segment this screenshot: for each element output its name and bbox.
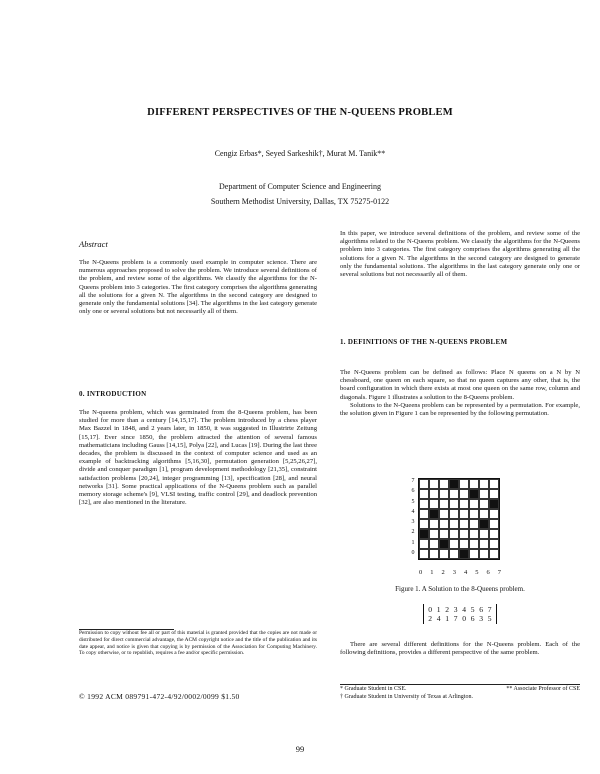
board-square [429,539,439,549]
board-square [459,529,469,539]
definitions-intro-text: There are several different definitions for the N-Queens problem. Each of the following definitions, provides a different perspective of the same problem. [340,641,580,657]
board-square [449,529,459,539]
board-square [469,479,479,489]
board-square [469,529,479,539]
board-square [489,549,499,559]
row-label: 2 [411,529,415,536]
board-square [469,549,479,559]
permutation-bottom-row [428,614,492,623]
perm-value: 0 [428,605,433,614]
row-label: 1 [411,539,415,546]
perm-value: 7 [453,614,458,623]
board-square [469,519,479,529]
column-labels [419,569,501,576]
perm-value: 2 [445,605,450,614]
section-introduction-heading: 0. INTRODUCTION [79,390,147,398]
board-square [469,499,479,509]
permutation-matrix [335,604,585,624]
queen-square [439,539,449,549]
col-label: 5 [475,569,479,576]
row-label: 3 [411,519,415,525]
board-square [439,499,449,509]
permutation-brackets [423,604,497,624]
board-square [439,529,449,539]
row-label: 4 [411,508,415,515]
queen-square [479,519,489,529]
board-square [439,509,449,519]
board-square [419,499,429,509]
abstract-heading: Abstract [79,239,108,249]
col-label: 6 [486,569,490,576]
board-square [469,539,479,549]
perm-value: 5 [470,605,475,614]
perm-value: 6 [479,605,484,614]
row-label: 0 [411,549,415,556]
col-label: 2 [441,569,445,576]
board-square [429,479,439,489]
board-square [489,519,499,529]
board-square [459,499,469,509]
board-square [489,479,499,489]
board-square [489,539,499,549]
perm-value: 6 [470,614,475,623]
board-square [489,529,499,539]
board-square [479,549,489,559]
row-label: 5 [411,498,415,505]
perm-value: 5 [487,614,492,623]
col-label: 7 [497,569,501,576]
perm-value: 1 [445,614,450,623]
affiliation-department: Department of Computer Science and Engineering [219,182,381,191]
board-square [429,529,439,539]
board-square [449,489,459,499]
board-square [449,539,459,549]
board-square [489,509,499,519]
board-square [459,489,469,499]
footnote-associate-professor: ** Associate Professor of CSE [506,686,580,692]
permutation-paragraph: Solutions to the N-Queens problem can be represented by a permutation. For example, the solution given in Figure 1 can be represented by the following permutation. [340,401,580,418]
figure-caption: Figure 1. A Solution to the 8-Queens problem. [395,585,525,593]
board-square [449,519,459,529]
board-square [489,489,499,499]
col-label: 1 [430,569,434,576]
footnote-graduate-cse: * Graduate Student in CSE. [340,686,407,692]
authors: Cengiz Erbas*, Seyed Sarkeshik†, Murat M. Tanik** [214,149,386,158]
board-square [419,509,429,519]
page-number: 99 [295,744,305,754]
definitions-body [340,369,580,418]
queen-square [489,499,499,509]
perm-value: 2 [428,614,433,623]
paper-title: DIFFERENT PERSPECTIVES OF THE N-QUEENS PROBLEM [147,107,453,118]
perm-value: 1 [436,605,441,614]
queen-square [449,479,459,489]
queen-square [429,509,439,519]
introduction-text: The N-queens problem, which was germinated from the 8-Queens problem, has been studied for more than a century [14,15,17]. The problem introduced by a chess player Max Bazzel in 1848, and 2 years later, in 1850, it was suggested in Illustrirte Zeitung [15,17]. Ever since 1850, the problem attracted the attention of several famous mathematicians including Gauss [14,15], Polya [22], and Lucas [19]. During the last three decades, the problem is discussed in the context of computer science and used as an example of backtracking algorithms [5,16,30], permutation generation [5,25,26,27], divide and conquer paradigm [1], program development methodology [21,35], constraint satisfaction problems [20,24], integer programming [13], specification [28], and neural networks [31]. Some practical applications of the N-Queens problem such as parallel memory storage scheme's [9], VLSI testing, traffic control [29], and deadlock prevention [32], are also mentioned in the literature. [79,409,317,507]
perm-value: 4 [436,614,441,623]
board-square [479,509,489,519]
section-definitions-heading: 1. DEFINITIONS OF THE N-QUEENS PROBLEM [340,338,508,346]
board-square [449,499,459,509]
row-label: 6 [411,488,415,495]
perm-value: 7 [487,605,492,614]
copyright-code: © 1992 ACM 089791-472-4/92/0002/0099 $1.50 [79,692,240,701]
board-square [459,479,469,489]
board-square [419,479,429,489]
board-square [439,519,449,529]
board-square [479,499,489,509]
board-square [479,539,489,549]
row-label: 7 [411,478,415,484]
col-label: 4 [464,569,468,576]
board-square [419,489,429,499]
footnote-divider [340,684,580,685]
board-square [479,529,489,539]
paper-overview-text: In this paper, we introduce several definitions of the problem, and review some of the algorithms related to the N-Queens problem. We classify the algorithms for the N-Queens problem into 3 categories. The first category comprises the algorithms generating all the solutions for a given N. The algorithms in the second category are designed to generate only the fundamental solutions. The algorithms in the last category generate only one or several solutions but not necessarily all of them. [340,230,580,279]
perm-value: 3 [453,605,458,614]
queen-square [419,529,429,539]
board-square [429,489,439,499]
board-square [449,509,459,519]
col-label: 0 [419,569,423,576]
board-square [419,539,429,549]
chessboard [418,478,500,560]
board-square [419,549,429,559]
col-label: 3 [452,569,456,576]
permutation-top-row [428,605,492,614]
board-square [459,519,469,529]
copyright-notice: Permission to copy without fee all or part of this material is granted provided that the copies are not made or distributed for direct commercial advantage, the ACM copyright notice and the title of the publication and its date appear, and notice is given that copying is by permission of the Association for Computing Machinery. To copy otherwise, or to republish, requires a fee and/or specific permission. [79,630,317,657]
definition-paragraph: The N-Queens problem can be defined as follows: Place N queens on a N by N chessboard, one queen on each square, so that no queen captures any other, that is, the board configuration in which there exists at most one queen on the same row, column and diagonals. Figure 1 illustrates a solution to the 8-Queens problem. [340,369,580,401]
board-square [429,549,439,559]
footnote-uta: † Graduate Student in University of Texas at Arlington. [340,694,473,700]
board-square [479,479,489,489]
perm-value: 4 [462,605,467,614]
board-square [419,519,429,529]
queen-square [459,549,469,559]
board-square [469,509,479,519]
abstract-text: The N-Queens problem is a commonly used example in computer science. There are numerous approaches proposed to solve the problem. We introduce several definitions of the problem, and review some of the algorithms. We classify the algorithms for the N-Queens problem into 3 categories. The first category comprises the algorithms generating all the solutions for a given N. The algorithms in the second category are designed to generate only the fundamental solutions [34]. The algorithms in the last category generate only one or several solutions but not necessarily all of them. [79,259,317,316]
board-square [429,519,439,529]
board-square [439,489,449,499]
affiliation-university: Southern Methodist University, Dallas, TX 75275-0122 [210,197,390,206]
perm-value: 3 [479,614,484,623]
board-square [459,509,469,519]
board-square [449,549,459,559]
board-square [479,489,489,499]
perm-value: 0 [462,614,467,623]
board-square [439,479,449,489]
footnote-row [340,686,580,693]
queen-square [469,489,479,499]
board-square [429,499,439,509]
board-square [439,549,449,559]
board-square [459,539,469,549]
